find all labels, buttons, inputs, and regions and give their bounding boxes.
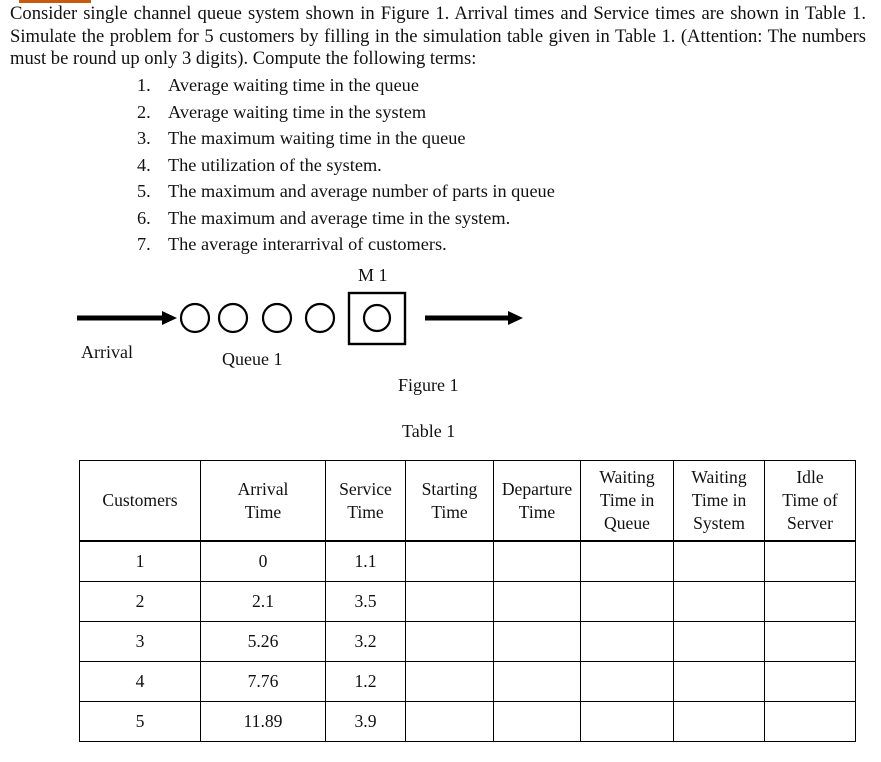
question-list <box>137 72 555 258</box>
queue-label: Queue 1 <box>222 349 283 369</box>
header-idle-time: Idle Time of Server <box>765 461 856 542</box>
cell-wait-queue[interactable] <box>581 622 674 662</box>
cell-service: 3.2 <box>326 622 406 662</box>
table-row <box>80 662 856 702</box>
cell-service: 3.9 <box>326 702 406 742</box>
server-label: M 1 <box>358 265 388 285</box>
cell-starting[interactable] <box>406 582 494 622</box>
cell-departure[interactable] <box>494 541 581 582</box>
cell-wait-system[interactable] <box>674 662 765 702</box>
cell-wait-system[interactable] <box>674 622 765 662</box>
question-item: 1. Average waiting time in the queue <box>137 75 419 95</box>
server-box <box>349 293 405 344</box>
cell-idle[interactable] <box>765 622 856 662</box>
cell-starting[interactable] <box>406 622 494 662</box>
queue-figure <box>0 255 881 395</box>
table-row <box>80 622 856 662</box>
simulation-table <box>79 460 856 742</box>
cell-idle[interactable] <box>765 582 856 622</box>
cell-starting[interactable] <box>406 702 494 742</box>
cell-arrival: 7.76 <box>201 662 326 702</box>
cell-wait-queue[interactable] <box>581 582 674 622</box>
server-customer <box>364 305 390 331</box>
cell-arrival: 2.1 <box>201 582 326 622</box>
cell-departure[interactable] <box>494 582 581 622</box>
cell-arrival: 0 <box>201 541 326 582</box>
question-item: 2. Average waiting time in the system <box>137 101 427 122</box>
cell-arrival: 5.26 <box>201 622 326 662</box>
cell-customer: 4 <box>80 662 201 702</box>
header-starting-time: Starting Time <box>406 461 494 542</box>
cell-wait-queue[interactable] <box>581 662 674 702</box>
queue-customer <box>219 304 247 332</box>
table-row <box>80 702 856 742</box>
queue-circles <box>181 304 334 332</box>
table-row <box>80 582 856 622</box>
question-item: 4. The utilization of the system. <box>137 154 382 175</box>
cell-idle[interactable] <box>765 702 856 742</box>
cell-departure[interactable] <box>494 622 581 662</box>
arrival-label: Arrival <box>81 342 133 362</box>
cell-service: 1.1 <box>326 541 406 582</box>
header-service-time: Service Time <box>326 461 406 542</box>
header-departure-time: Departure Time <box>494 461 581 542</box>
cell-idle[interactable] <box>765 662 856 702</box>
departure-arrow <box>425 311 523 325</box>
header-waiting-queue: Waiting Time in Queue <box>581 461 674 542</box>
cell-customer: 3 <box>80 622 201 662</box>
cell-wait-system[interactable] <box>674 582 765 622</box>
cell-wait-system[interactable] <box>674 702 765 742</box>
question-item: 7. The average interarrival of customers. <box>137 234 447 254</box>
cell-starting[interactable] <box>406 662 494 702</box>
cell-customer: 5 <box>80 702 201 742</box>
cell-wait-queue[interactable] <box>581 702 674 742</box>
cell-customer: 1 <box>80 541 201 582</box>
table-caption: Table 1 <box>402 421 456 441</box>
figure-caption: Figure 1 <box>398 375 459 395</box>
table-header-row <box>80 461 856 542</box>
table-row <box>80 541 856 582</box>
queue-customer <box>263 304 291 332</box>
cell-service: 1.2 <box>326 662 406 702</box>
arrival-arrow <box>77 311 177 325</box>
queue-customer <box>306 304 334 332</box>
header-waiting-system: Waiting Time in System <box>674 461 765 542</box>
cell-wait-queue[interactable] <box>581 541 674 582</box>
cell-customer: 2 <box>80 582 201 622</box>
cell-idle[interactable] <box>765 541 856 582</box>
problem-statement: Consider single channel queue system shown in Figure 1. Arrival times and Service times are shown in Table 1. Simulate the problem for 5 customers by filling in the simulation table given in Table 1. (Attention: The numbers must be round up only 3 digits). Compute the following terms: <box>10 3 866 70</box>
queue-customer <box>181 304 209 332</box>
cell-service: 3.5 <box>326 582 406 622</box>
cell-arrival: 11.89 <box>201 702 326 742</box>
header-arrival-time: Arrival Time <box>201 461 326 542</box>
cell-departure[interactable] <box>494 662 581 702</box>
cell-wait-system[interactable] <box>674 541 765 582</box>
question-item: 3. The maximum waiting time in the queue <box>137 128 466 148</box>
header-customers: Customers <box>80 461 201 542</box>
cell-departure[interactable] <box>494 702 581 742</box>
cell-starting[interactable] <box>406 541 494 582</box>
question-item: 5. The maximum and average number of parts in queue <box>137 181 555 201</box>
question-item: 6. The maximum and average time in the system. <box>137 207 511 228</box>
